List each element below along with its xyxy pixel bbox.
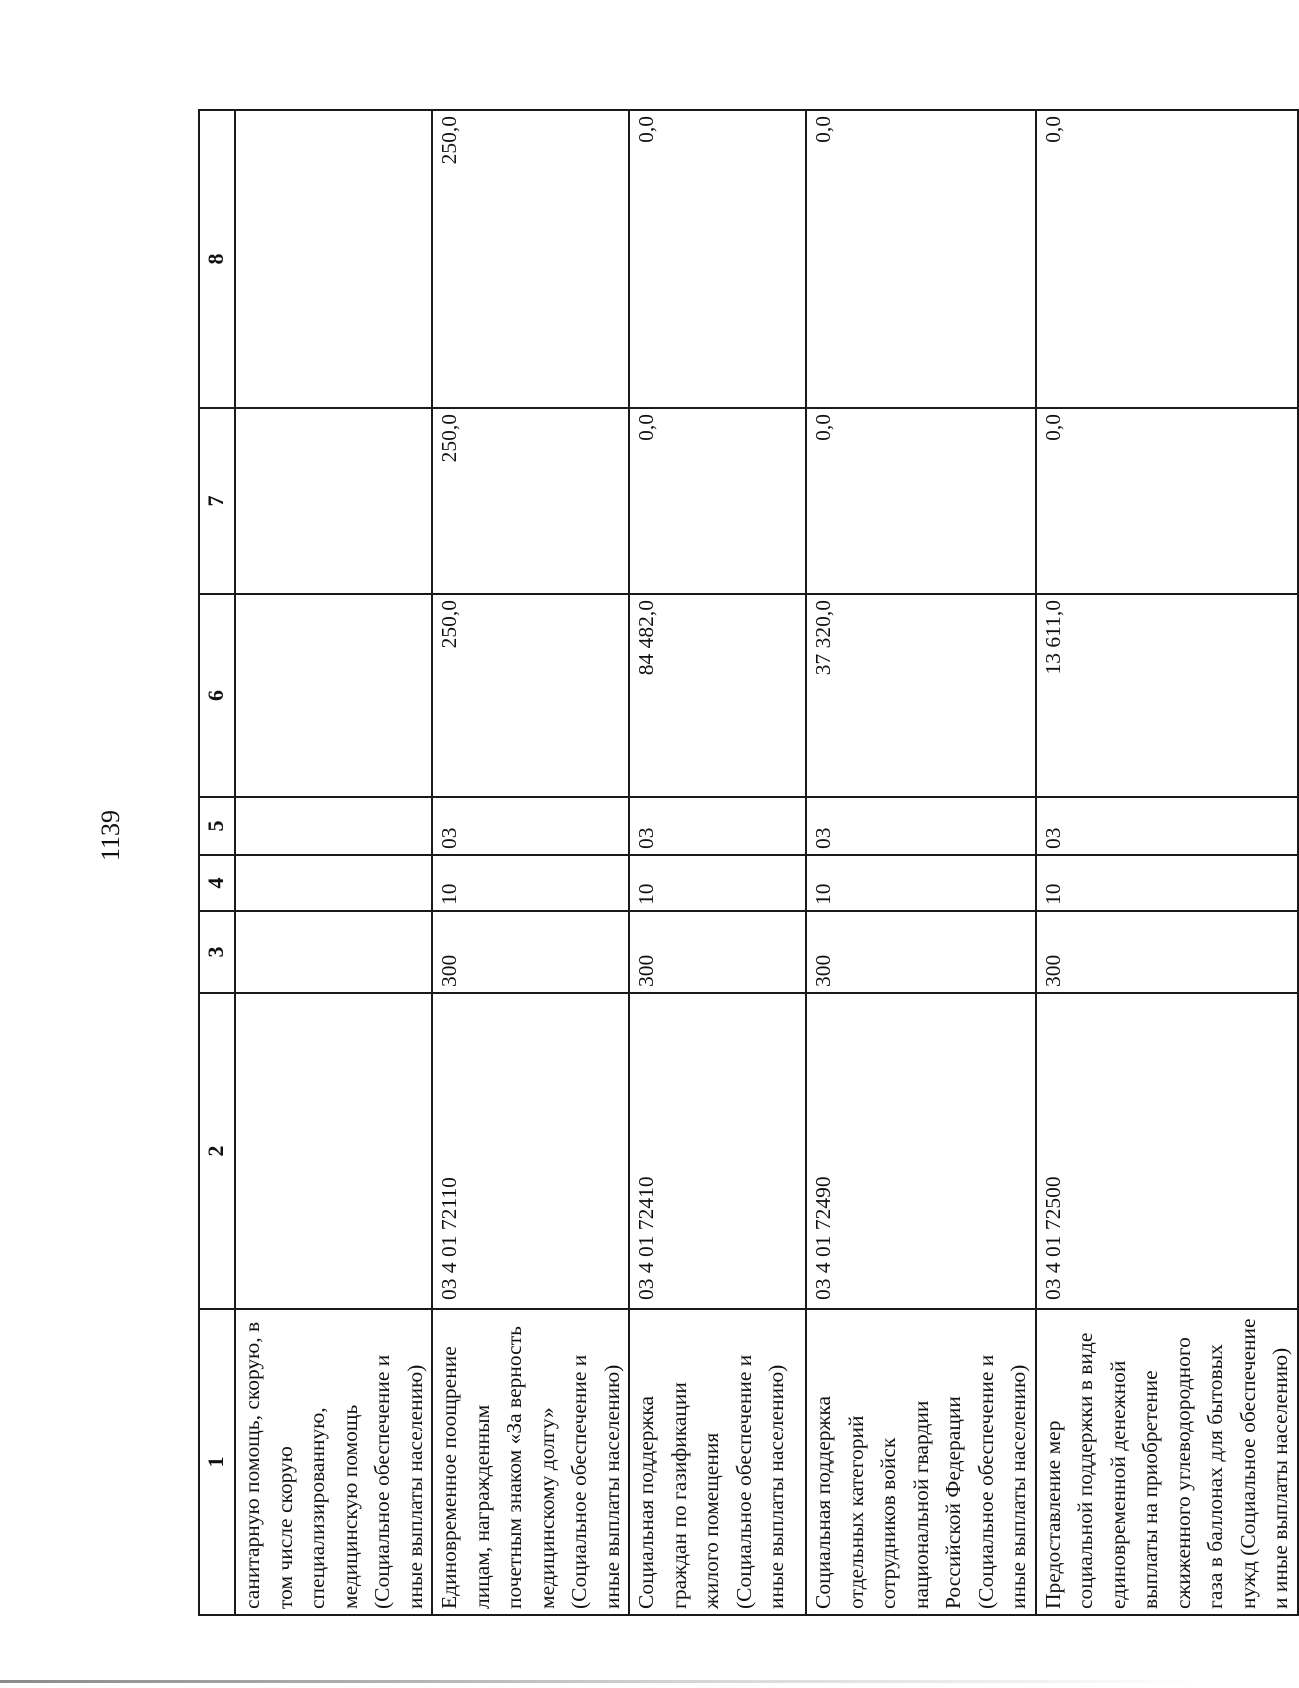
row-description: Социальная поддержка граждан по газификации жилого помещения (Социальное обеспечение и иные выплаты населению): [629, 1309, 806, 1615]
table-row: [1036, 110, 1298, 1615]
row-code: 03 4 01 72500: [1036, 993, 1298, 1309]
budget-table: [198, 109, 1299, 1616]
scan-edge-line: [0, 1680, 1200, 1683]
row-value-7: 0,0: [806, 408, 1036, 594]
row-type: 300: [806, 911, 1036, 993]
row-value-8: 250,0: [432, 110, 629, 408]
row-value-6: 13 611,0: [1036, 594, 1298, 797]
row-code: [235, 993, 432, 1309]
row-type: 300: [629, 911, 806, 993]
table-row: [432, 110, 629, 1615]
row-section: [235, 855, 432, 911]
row-value-6: 84 482,0: [629, 594, 806, 797]
row-subsection: 03: [1036, 797, 1298, 855]
row-value-8: [235, 110, 432, 408]
page-number: 1139: [96, 809, 125, 861]
row-subsection: [235, 797, 432, 855]
header-col-2: 2: [199, 993, 235, 1309]
row-description: санитарную помощь, скорую, в том числе скорую специализированную, медицинскую помощь (Социальное обеспечение и иные выплаты населению): [235, 1309, 432, 1615]
table-row: [629, 110, 806, 1615]
row-description: Единовременное поощрение лицам, награжденным почетным знаком «За верность медицинскому долгу» (Социальное обеспечение и иные выплаты населению): [432, 1309, 629, 1615]
row-type: 300: [432, 911, 629, 993]
header-row: [199, 110, 235, 1615]
row-subsection: 03: [432, 797, 629, 855]
row-code: 03 4 01 72410: [629, 993, 806, 1309]
row-value-6: [235, 594, 432, 797]
row-code: 03 4 01 72490: [806, 993, 1036, 1309]
table-row: [235, 110, 432, 1615]
header-col-6: 6: [199, 594, 235, 797]
row-value-8: 0,0: [806, 110, 1036, 408]
row-section: 10: [1036, 855, 1298, 911]
header-col-5: 5: [199, 797, 235, 855]
row-value-7: [235, 408, 432, 594]
row-type: 300: [1036, 911, 1298, 993]
row-value-6: 250,0: [432, 594, 629, 797]
header-col-3: 3: [199, 911, 235, 993]
row-subsection: 03: [629, 797, 806, 855]
row-description: Социальная поддержка отдельных категорий сотрудников войск национальной гвардии Российской Федерации (Социальное обеспечение и иные выплаты населению): [806, 1309, 1036, 1615]
table-row: [806, 110, 1036, 1615]
row-value-8: 0,0: [1036, 110, 1298, 408]
row-section: 10: [629, 855, 806, 911]
header-col-7: 7: [199, 408, 235, 594]
row-value-7: 0,0: [1036, 408, 1298, 594]
row-value-6: 37 320,0: [806, 594, 1036, 797]
row-subsection: 03: [806, 797, 1036, 855]
row-section: 10: [806, 855, 1036, 911]
row-section: 10: [432, 855, 629, 911]
row-code: 03 4 01 72110: [432, 993, 629, 1309]
header-col-8: 8: [199, 110, 235, 408]
row-description: Предоставление мер социальной поддержки в виде единовременной денежной выплаты на приобретение сжиженного углеводородного газа в баллонах для бытовых нужд (Социальное обеспечение и иные выплаты населению): [1036, 1309, 1298, 1615]
row-value-7: 250,0: [432, 408, 629, 594]
rotated-table-container: [198, 111, 1292, 1616]
row-value-8: 0,0: [629, 110, 806, 408]
header-col-1: 1: [199, 1309, 235, 1615]
row-type: [235, 911, 432, 993]
header-col-4: 4: [199, 855, 235, 911]
row-value-7: 0,0: [629, 408, 806, 594]
